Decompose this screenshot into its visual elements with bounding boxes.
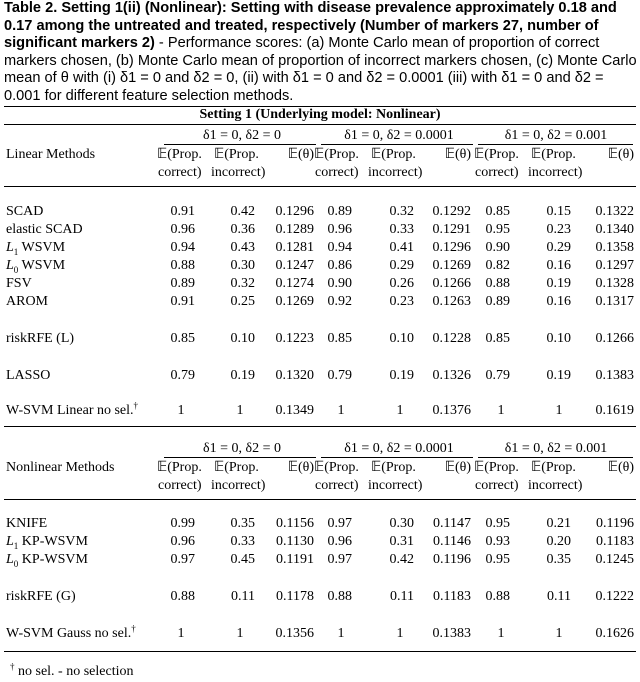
metric-header-theta: 𝔼(θ) <box>607 147 634 162</box>
table-cell: 0.88 <box>485 589 510 604</box>
table-cell: 0.97 <box>327 552 352 567</box>
table-cell: 0.29 <box>389 258 414 273</box>
method-label: riskRFE (G) <box>6 589 76 604</box>
table-cell: 0.96 <box>327 534 352 549</box>
table-cell: 0.1146 <box>433 534 471 549</box>
table-cell: 0.88 <box>170 258 195 273</box>
metric-header-prop-incorrect: incorrect) <box>211 478 266 493</box>
table-cell: 0.94 <box>170 240 195 255</box>
metric-header-theta: 𝔼(θ) <box>444 147 471 162</box>
table-cell: 0.88 <box>485 276 510 291</box>
metric-header-prop-incorrect: incorrect) <box>368 478 423 493</box>
table-cell: 1 <box>497 403 505 418</box>
table-cell: 0.19 <box>389 368 414 383</box>
table-cell: 0.94 <box>327 240 352 255</box>
table-cell: 0.23 <box>389 294 414 309</box>
table-cell: 0.45 <box>230 552 255 567</box>
scenario-rule <box>478 457 633 458</box>
table-cell: 0.1274 <box>275 276 314 291</box>
table-cell: 0.79 <box>170 368 195 383</box>
table-cell: 0.19 <box>546 368 571 383</box>
scenario-header: δ1 = 0, δ2 = 0.0001 <box>344 441 454 456</box>
method-label: $L_0$ KP-WSVM <box>6 552 88 569</box>
method-label: riskRFE (L) <box>6 331 75 346</box>
table-cell: 0.1183 <box>433 589 471 604</box>
table-cell: 0.1326 <box>432 368 471 383</box>
method-label: $L_0$ WSVM <box>6 258 66 275</box>
table-cell: 0.1317 <box>595 294 634 309</box>
table-bottom-rule <box>4 651 636 652</box>
table-cell: 0.1296 <box>432 240 471 255</box>
method-label: SCAD <box>6 204 44 219</box>
table-cell: 0.1626 <box>595 626 634 641</box>
footnote-text: no sel. - no selection <box>14 664 134 679</box>
table-cell: 0.97 <box>170 552 195 567</box>
table-cell: 0.1291 <box>432 222 471 237</box>
table-cell: 0.1281 <box>275 240 314 255</box>
table-cell: 0.11 <box>547 589 571 604</box>
table-cell: 0.1297 <box>595 258 634 273</box>
table-cell: 0.10 <box>230 331 255 346</box>
metric-header-prop-correct: correct) <box>475 165 519 180</box>
table-cell: 0.91 <box>170 204 195 219</box>
table-cell: 0.15 <box>546 204 571 219</box>
method-label: $L_1$ KP-WSVM <box>6 534 88 551</box>
metric-header-prop-correct: correct) <box>475 478 519 493</box>
table-cell: 0.1196 <box>433 552 471 567</box>
scenario-rule <box>164 144 316 145</box>
table-cell: 0.88 <box>327 589 352 604</box>
scenario-rule <box>321 144 473 145</box>
scenario-header: δ1 = 0, δ2 = 0 <box>203 441 281 456</box>
table-cell: 0.36 <box>230 222 255 237</box>
table-cell: 0.1296 <box>275 204 314 219</box>
table-cell: 0.35 <box>546 552 571 567</box>
table-cell: 0.96 <box>327 222 352 237</box>
table-cell: 0.11 <box>231 589 255 604</box>
table-cell: 1 <box>337 626 345 641</box>
scenario-rule <box>164 457 316 458</box>
table-cell: 0.1349 <box>275 403 314 418</box>
table-cell: 0.42 <box>230 204 255 219</box>
table-cell: 0.1266 <box>432 276 471 291</box>
metric-header-prop-incorrect: incorrect) <box>528 165 583 180</box>
table-cell: 1 <box>555 626 563 641</box>
table-cell: 0.41 <box>389 240 414 255</box>
metric-header-theta: 𝔼(θ) <box>287 147 314 162</box>
table-cell: 0.79 <box>327 368 352 383</box>
table-cell: 0.1178 <box>276 589 314 604</box>
table-cell: 0.16 <box>546 258 571 273</box>
table-cell: 0.26 <box>389 276 414 291</box>
table-cell: 0.1289 <box>275 222 314 237</box>
table-cell: 0.1328 <box>595 276 634 291</box>
header-bottom-rule <box>4 186 636 187</box>
metric-header-theta: 𝔼(θ) <box>444 460 471 475</box>
scenario-header: δ1 = 0, δ2 = 0.001 <box>504 441 608 456</box>
table-cell: 0.96 <box>170 534 195 549</box>
table-cell: 0.1191 <box>276 552 314 567</box>
table-cell: 1 <box>177 626 185 641</box>
table-cell: 0.1196 <box>596 516 634 531</box>
table-cell: 0.19 <box>230 368 255 383</box>
table-cell: 0.96 <box>170 222 195 237</box>
metric-header-prop-correct: 𝔼(Prop. <box>314 147 359 162</box>
method-label: W-SVM Linear no sel.† <box>6 400 139 418</box>
table-cell: 0.1222 <box>595 589 634 604</box>
metric-header-theta: 𝔼(θ) <box>287 460 314 475</box>
table-cell: 0.95 <box>485 222 510 237</box>
table-cell: 0.42 <box>389 552 414 567</box>
table-cell: 1 <box>497 626 505 641</box>
table-cell: 0.19 <box>546 276 571 291</box>
metric-header-prop-correct: 𝔼(Prop. <box>474 147 519 162</box>
scenario-rule <box>321 457 473 458</box>
table-cell: 0.1228 <box>432 331 471 346</box>
metric-header-prop-correct: 𝔼(Prop. <box>314 460 359 475</box>
metric-header-prop-incorrect: 𝔼(Prop. <box>531 147 576 162</box>
method-label: KNIFE <box>6 516 48 531</box>
table-cell: 0.1263 <box>432 294 471 309</box>
table-cell: 0.23 <box>546 222 571 237</box>
table-cell: 0.1358 <box>595 240 634 255</box>
table-cell: 0.30 <box>230 258 255 273</box>
table-cell: 0.35 <box>230 516 255 531</box>
metric-header-prop-incorrect: incorrect) <box>368 165 423 180</box>
method-label: AROM <box>6 294 49 309</box>
table-cell: 0.89 <box>327 204 352 219</box>
metric-header-prop-correct: correct) <box>158 165 202 180</box>
table-cell: 0.95 <box>485 552 510 567</box>
table-cell: 0.1156 <box>276 516 314 531</box>
method-label: W-SVM Gauss no sel.† <box>6 623 136 641</box>
section-rule <box>4 426 636 427</box>
metric-header-prop-incorrect: 𝔼(Prop. <box>371 147 416 162</box>
table-cell: 0.43 <box>230 240 255 255</box>
table-cell: 0.99 <box>170 516 195 531</box>
table-cell: 0.86 <box>327 258 352 273</box>
table-cell: 0.1322 <box>595 204 634 219</box>
table-cell: 0.90 <box>327 276 352 291</box>
table-cell: 0.89 <box>485 294 510 309</box>
group-label-nonlinear: Nonlinear Methods <box>6 460 115 475</box>
caption-title: Table 2. Setting 1(ii) (Nonlinear): Setting with disease prevalence approximately 0.18 and 0.17 among the untreated and treated, respectively (Number of markers 27, number of significant markers 2) <box>4 0 617 51</box>
metric-header-prop-incorrect: 𝔼(Prop. <box>214 460 259 475</box>
metric-header-prop-incorrect: 𝔼(Prop. <box>371 460 416 475</box>
table-cell: 0.97 <box>327 516 352 531</box>
table-cell: 1 <box>337 403 345 418</box>
table-cell: 0.1245 <box>595 552 634 567</box>
table-cell: 0.10 <box>389 331 414 346</box>
table-cell: 0.79 <box>485 368 510 383</box>
table-cell: 0.1320 <box>275 368 314 383</box>
footnote-dagger: † <box>10 661 15 672</box>
table-cell: 0.1269 <box>275 294 314 309</box>
table-cell: 0.1183 <box>596 534 634 549</box>
table-cell: 1 <box>396 626 404 641</box>
table-cell: 0.1266 <box>595 331 634 346</box>
metric-header-prop-incorrect: incorrect) <box>211 165 266 180</box>
metric-header-theta: 𝔼(θ) <box>607 460 634 475</box>
table-cell: 0.31 <box>389 534 414 549</box>
caption-description: - Performance scores: (a) Monte Carlo mean of proportion of correct markers chosen, (b) Monte Carlo mean of proportion of incorrect markers chosen, (c) Monte Carlo mean of θ with (i) δ1 = 0 and δ2 = 0, (ii) with δ1 = 0 and δ2 = 0.0001 (iii) with δ1 = 0 and δ2 = 0.001 for different feature selection methods. <box>4 35 637 104</box>
table-cell: 0.1247 <box>275 258 314 273</box>
metric-header-prop-correct: correct) <box>158 478 202 493</box>
setting-title-bold: Setting 1 (Underlying model: Nonlinear) <box>199 107 441 122</box>
metric-header-prop-correct: correct) <box>315 165 359 180</box>
table-cell: 1 <box>236 626 244 641</box>
table-cell: 0.89 <box>170 276 195 291</box>
scenario-rule <box>478 144 633 145</box>
table-cell: 0.91 <box>170 294 195 309</box>
table-cell: 0.1130 <box>276 534 314 549</box>
table-cell: 1 <box>177 403 185 418</box>
table-cell: 0.1269 <box>432 258 471 273</box>
table-cell: 0.30 <box>389 516 414 531</box>
table-cell: 0.21 <box>546 516 571 531</box>
table-cell: 1 <box>555 403 563 418</box>
table-cell: 0.16 <box>546 294 571 309</box>
table-cell: 0.1223 <box>275 331 314 346</box>
table-cell: 0.1356 <box>275 626 314 641</box>
header-bottom-rule <box>4 499 636 500</box>
table-cell: 0.11 <box>390 589 414 604</box>
metric-header-prop-incorrect: 𝔼(Prop. <box>214 147 259 162</box>
table-cell: 0.85 <box>170 331 195 346</box>
table-cell: 0.1383 <box>595 368 634 383</box>
table-footnote <box>10 661 134 680</box>
scenario-header: δ1 = 0, δ2 = 0.001 <box>504 128 608 143</box>
table-cell: 0.1376 <box>432 403 471 418</box>
method-label: FSV <box>6 276 32 291</box>
metric-header-prop-correct: 𝔼(Prop. <box>157 147 202 162</box>
table-cell: 0.10 <box>546 331 571 346</box>
table-cell: 0.1383 <box>432 626 471 641</box>
table-cell: 0.25 <box>230 294 255 309</box>
table-cell: 0.1292 <box>432 204 471 219</box>
table-cell: 0.85 <box>485 331 510 346</box>
method-label: elastic SCAD <box>6 222 83 237</box>
table-cell: 0.33 <box>230 534 255 549</box>
table-cell: 0.1340 <box>595 222 634 237</box>
table-cell: 0.33 <box>389 222 414 237</box>
metric-header-prop-correct: 𝔼(Prop. <box>157 460 202 475</box>
table-cell: 0.1619 <box>595 403 634 418</box>
table-cell: 0.90 <box>485 240 510 255</box>
scenario-header: δ1 = 0, δ2 = 0.0001 <box>344 128 454 143</box>
table-cell: 0.93 <box>485 534 510 549</box>
table-cell: 0.85 <box>327 331 352 346</box>
table-cell: 0.20 <box>546 534 571 549</box>
table-cell: 1 <box>236 403 244 418</box>
table-cell: 0.92 <box>327 294 352 309</box>
table-cell: 0.95 <box>485 516 510 531</box>
table-cell: 0.82 <box>485 258 510 273</box>
table-cell: 0.32 <box>230 276 255 291</box>
header-rule <box>4 124 636 125</box>
method-label: LASSO <box>6 368 51 383</box>
table-cell: 0.32 <box>389 204 414 219</box>
group-label-linear: Linear Methods <box>6 147 96 162</box>
metric-header-prop-incorrect: 𝔼(Prop. <box>531 460 576 475</box>
metric-header-prop-incorrect: incorrect) <box>528 478 583 493</box>
table-cell: 0.1147 <box>433 516 471 531</box>
metric-header-prop-correct: correct) <box>315 478 359 493</box>
method-label: $L_1$ WSVM <box>6 240 66 257</box>
metric-header-prop-correct: 𝔼(Prop. <box>474 460 519 475</box>
table-cell: 1 <box>396 403 404 418</box>
table-cell: 0.88 <box>170 589 195 604</box>
table-cell: 0.29 <box>546 240 571 255</box>
scenario-header: δ1 = 0, δ2 = 0 <box>203 128 281 143</box>
table-cell: 0.85 <box>485 204 510 219</box>
